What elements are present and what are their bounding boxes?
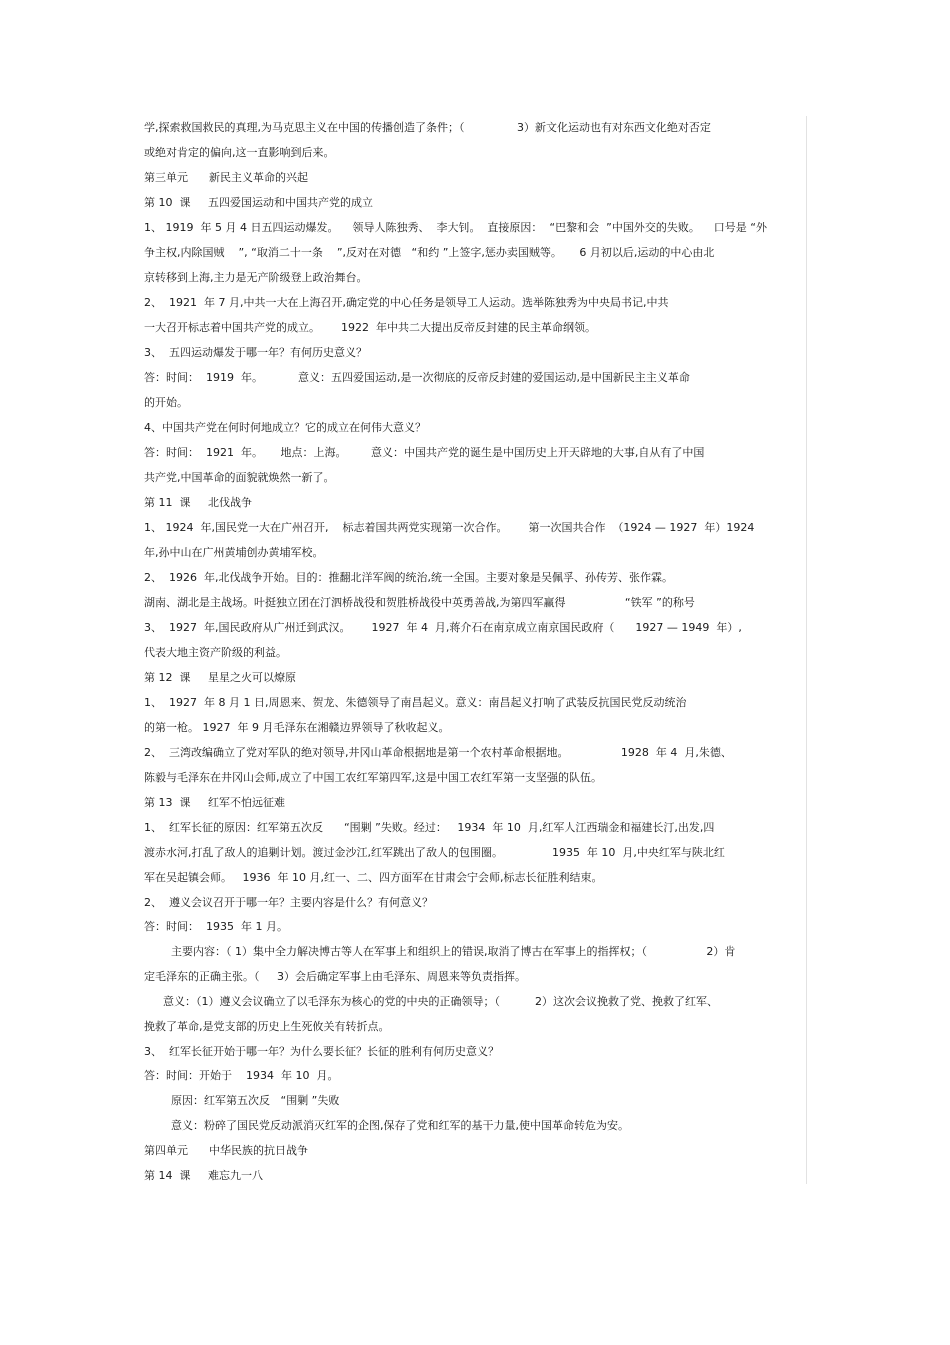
question-line: 2、 遵义会议召开于哪一年？主要内容是什么？有何意义？: [144, 896, 433, 909]
text-line: 1、 1919 年 5 月 4 日五四运动爆发。 领导人陈独秀、 李大钊。 直接原因： “巴黎和会 ”中国外交的失败。 口号是 “外: [144, 221, 768, 234]
text-line: 年,孙中山在广州黄埔创办黄埔军校。: [144, 546, 324, 559]
text-line: 渡赤水河,打乱了敌人的追剿计划。渡过金沙江,红军跳出了敌人的包围圈。 1935 年 10 月,中央红军与陕北红: [144, 846, 725, 859]
text-line: 意义：（1）遵义会议确立了以毛泽东为核心的党的中央的正确领导；（ 2）这次会议挽救了党、挽救了红军、: [163, 995, 718, 1008]
answer-line: 答：时间： 1935 年 1 月。: [144, 920, 288, 933]
question-line: 3、 五四运动爆发于哪一年？有何历史意义？: [144, 346, 367, 359]
text-line: 1、 红军长征的原因：红军第五次反 “围剿 ”失败。经过： 1934 年 10 月,红军人江西瑞金和福建长汀,出发,四: [144, 821, 715, 834]
text-line: 主要内容：（ 1）集中全力解决博古等人在军事上和组织上的错误,取消了博古在军事上的指挥权；（ 2）肯: [171, 945, 736, 958]
text-line: 定毛泽东的正确主张。（ 3）会后确定军事上由毛泽东、周恩来等负责指挥。: [144, 970, 526, 983]
text-line: 的第一枪。 1927 年 9 月毛泽东在湘赣边界领导了秋收起义。: [144, 721, 450, 734]
question-line: 4、中国共产党在何时何地成立？它的成立在何伟大意义？: [144, 421, 426, 434]
lesson-heading: 第 14 课 难忘九一八: [144, 1169, 263, 1182]
answer-line: 答：时间：开始于 1934 年 10 月。: [144, 1069, 339, 1082]
right-margin-rule: [806, 116, 807, 1184]
text-line: 2、 1921 年 7 月,中共一大在上海召开,确定党的中心任务是领导工人运动。选举陈独秀为中央局书记,中共: [144, 296, 669, 309]
lesson-heading: 第 12 课 星星之火可以燎原: [144, 671, 296, 684]
text-line: 湖南、湖北是主战场。叶挺独立团在汀泗桥战役和贺胜桥战役中英勇善战,为第四军赢得 “铁军 ”的称号: [144, 596, 695, 609]
text-line: 代表大地主资产阶级的利益。: [144, 646, 287, 659]
text-line: 争主权,内除国贼 ”, “取消二十一条 ”,反对在对德 “和约 ”上签字,惩办卖国贼等。 6 月初以后,运动的中心由北: [144, 246, 715, 259]
text-line: 或绝对肯定的偏向,这一直影响到后来。: [144, 146, 335, 159]
answer-line: 答：时间： 1921 年。 地点：上海。 意义：中国共产党的诞生是中国历史上开天辟地的大事,自从有了中国: [144, 446, 705, 459]
text-line: 学,探索救国救民的真理,为马克思主义在中国的传播创造了条件；（ 3）新文化运动也有对东西文化绝对否定: [144, 121, 711, 134]
text-line: 陈毅与毛泽东在井冈山会师,成立了中国工农红军第四军,这是中国工农红军第一支坚强的队伍。: [144, 771, 602, 784]
text-line: 原因：红军第五次反 “围剿 ”失败: [171, 1094, 340, 1107]
text-line: 挽救了革命,是党支部的历史上生死攸关有转折点。: [144, 1020, 390, 1033]
unit-heading: 第三单元 新民主义革命的兴起: [144, 171, 308, 184]
text-line: 3、 1927 年,国民政府从广州迁到武汉。 1927 年 4 月,蒋介石在南京成立南京国民政府（ 1927 — 1949 年）,: [144, 621, 742, 634]
lesson-heading: 第 11 课 北伐战争: [144, 496, 252, 509]
text-line: 共产党,中国革命的面貌就焕然一新了。: [144, 471, 335, 484]
question-line: 3、 红军长征开始于哪一年？为什么要长征？长征的胜利有何历史意义？: [144, 1045, 499, 1058]
unit-heading: 第四单元 中华民族的抗日战争: [144, 1144, 308, 1157]
text-line: 一大召开标志着中国共产党的成立。 1922 年中共二大提出反帝反封建的民主革命纲领。: [144, 321, 596, 334]
text-line: 1、 1924 年,国民党一大在广州召开, 标志着国共两党实现第一次合作。 第一次国共合作 （1924 — 1927 年）1924: [144, 521, 755, 534]
answer-line: 答：时间： 1919 年。 意义：五四爱国运动,是一次彻底的反帝反封建的爱国运动,是中国新民主主义革命: [144, 371, 690, 384]
text-line: 2、 三湾改编确立了党对军队的绝对领导,井冈山革命根据地是第一个农村革命根据地。 1928 年 4 月,朱德、: [144, 746, 732, 759]
lesson-heading: 第 10 课 五四爱国运动和中国共产党的成立: [144, 196, 373, 209]
text-line: 1、 1927 年 8 月 1 日,周恩来、贺龙、朱德领导了南昌起义。意义：南昌起义打响了武装反抗国民党反动统治: [144, 696, 687, 709]
text-line: 2、 1926 年,北伐战争开始。目的：推翻北洋军阀的统治,统一全国。主要对象是吴佩孚、孙传芳、张作霖。: [144, 571, 673, 584]
text-line: 军在吴起镇会师。 1936 年 10 月,红一、二、四方面军在甘肃会宁会师,标志长征胜利结束。: [144, 871, 603, 884]
text-line: 京转移到上海,主力是无产阶级登上政治舞台。: [144, 271, 368, 284]
text-line: 的开始。: [144, 396, 188, 409]
lesson-heading: 第 13 课 红军不怕远征难: [144, 796, 285, 809]
text-line: 意义：粉碎了国民党反动派消灭红军的企图,保存了党和红军的基干力量,使中国革命转危为安。: [171, 1119, 629, 1132]
